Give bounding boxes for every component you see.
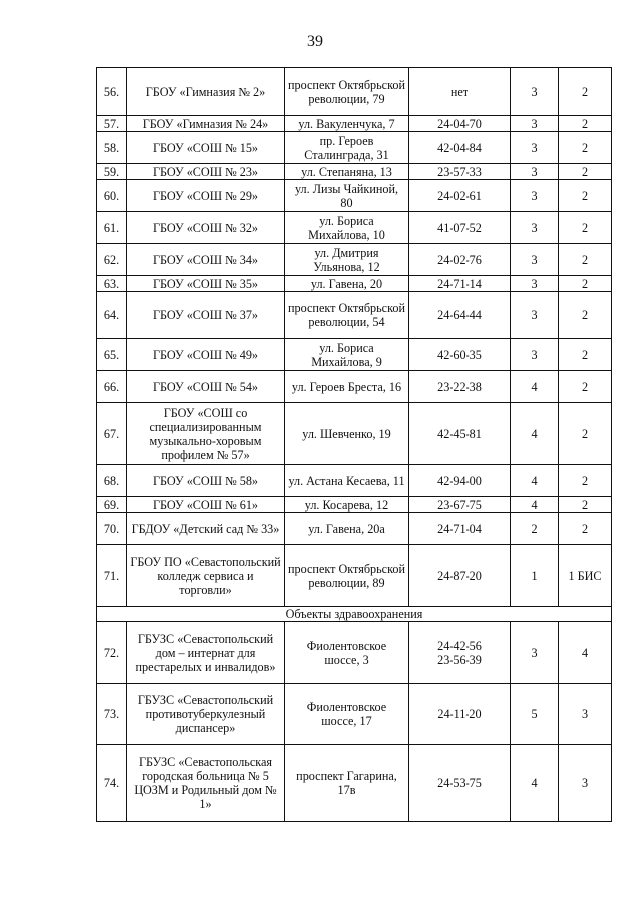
table-row — [97, 684, 612, 745]
category-cell: 3 — [559, 684, 612, 745]
row-number: 63. — [97, 276, 127, 292]
organization-name: ГБУЗС «Севастопольская городская больница № 5 ЦОЗМ и Родильный дом № 1» — [127, 745, 285, 822]
address-cell: ул. Бориса Михайлова, 9 — [285, 339, 409, 371]
organization-name: ГБОУ «СОШ № 34» — [127, 244, 285, 276]
table-row — [97, 292, 612, 339]
table-row — [97, 276, 612, 292]
table-row — [97, 116, 612, 132]
category-cell: 2 — [559, 212, 612, 244]
row-number: 70. — [97, 513, 127, 545]
row-number: 71. — [97, 545, 127, 607]
organization-name: ГБОУ «СОШ № 58» — [127, 465, 285, 497]
table-row — [97, 68, 612, 116]
address-cell: проспект Октябрьской революции, 54 — [285, 292, 409, 339]
phone-cell: 24-02-61 — [409, 180, 511, 212]
value-cell: 4 — [511, 465, 559, 497]
phone-cell: 24-64-44 — [409, 292, 511, 339]
category-cell: 2 — [559, 132, 612, 164]
category-cell: 2 — [559, 244, 612, 276]
category-cell: 2 — [559, 371, 612, 403]
organization-name: ГБОУ «СОШ № 61» — [127, 497, 285, 513]
category-cell: 2 — [559, 164, 612, 180]
table-row — [97, 339, 612, 371]
organization-name: ГБОУ «СОШ № 54» — [127, 371, 285, 403]
organization-name: ГБОУ «СОШ со специализированным музыкально-хоровым профилем № 57» — [127, 403, 285, 465]
address-cell: пр. Героев Сталинграда, 31 — [285, 132, 409, 164]
register-table — [96, 67, 612, 822]
value-cell: 3 — [511, 132, 559, 164]
row-number: 57. — [97, 116, 127, 132]
section-heading: Объекты здравоохранения — [97, 607, 612, 622]
organization-name: ГБОУ «СОШ № 32» — [127, 212, 285, 244]
phone-cell: 24-71-14 — [409, 276, 511, 292]
address-cell: ул. Степаняна, 13 — [285, 164, 409, 180]
address-cell: ул. Астана Кесаева, 11 — [285, 465, 409, 497]
phone-cell: 24-87-20 — [409, 545, 511, 607]
value-cell: 4 — [511, 403, 559, 465]
table-row — [97, 465, 612, 497]
category-cell: 4 — [559, 622, 612, 684]
value-cell: 2 — [511, 513, 559, 545]
row-number: 60. — [97, 180, 127, 212]
phone-cell: 23-57-33 — [409, 164, 511, 180]
category-cell: 2 — [559, 339, 612, 371]
phone-cell: 24-42-56 23-56-39 — [409, 622, 511, 684]
category-cell: 2 — [559, 465, 612, 497]
organization-name: ГБДОУ «Детский сад № 33» — [127, 513, 285, 545]
category-cell: 2 — [559, 180, 612, 212]
row-number: 56. — [97, 68, 127, 116]
category-cell: 2 — [559, 292, 612, 339]
phone-cell: нет — [409, 68, 511, 116]
value-cell: 3 — [511, 212, 559, 244]
row-number: 64. — [97, 292, 127, 339]
table-row — [97, 132, 612, 164]
table-row — [97, 745, 612, 822]
organization-name: ГБОУ ПО «Севастопольский колледж сервиса и торговли» — [127, 545, 285, 607]
phone-cell: 42-04-84 — [409, 132, 511, 164]
row-number: 72. — [97, 622, 127, 684]
value-cell: 5 — [511, 684, 559, 745]
table-row — [97, 513, 612, 545]
organization-name: ГБУЗС «Севастопольский дом – интернат для престарелых и инвалидов» — [127, 622, 285, 684]
phone-cell: 42-45-81 — [409, 403, 511, 465]
table-row — [97, 164, 612, 180]
table-row — [97, 180, 612, 212]
phone-cell: 42-94-00 — [409, 465, 511, 497]
phone-cell: 23-67-75 — [409, 497, 511, 513]
address-cell: ул. Бориса Михайлова, 10 — [285, 212, 409, 244]
category-cell: 1 БИС — [559, 545, 612, 607]
row-number: 68. — [97, 465, 127, 497]
row-number: 61. — [97, 212, 127, 244]
organization-name: ГБОУ «СОШ № 29» — [127, 180, 285, 212]
address-cell: проспект Октябрьской революции, 79 — [285, 68, 409, 116]
category-cell: 2 — [559, 403, 612, 465]
table-row — [97, 371, 612, 403]
category-cell: 2 — [559, 68, 612, 116]
address-cell: ул. Шевченко, 19 — [285, 403, 409, 465]
organization-name: ГБОУ «Гимназия № 2» — [127, 68, 285, 116]
value-cell: 3 — [511, 180, 559, 212]
value-cell: 1 — [511, 545, 559, 607]
table-row — [97, 545, 612, 607]
value-cell: 3 — [511, 244, 559, 276]
phone-cell: 24-11-20 — [409, 684, 511, 745]
page-number: 39 — [307, 33, 323, 50]
table-row — [97, 403, 612, 465]
category-cell: 2 — [559, 276, 612, 292]
address-cell: ул. Гавена, 20 — [285, 276, 409, 292]
table-row — [97, 244, 612, 276]
value-cell: 3 — [511, 339, 559, 371]
row-number: 74. — [97, 745, 127, 822]
table-row — [97, 622, 612, 684]
row-number: 66. — [97, 371, 127, 403]
phone-cell: 24-04-70 — [409, 116, 511, 132]
row-number: 65. — [97, 339, 127, 371]
organization-name: ГБУЗС «Севастопольский противотуберкулезный диспансер» — [127, 684, 285, 745]
row-number: 67. — [97, 403, 127, 465]
organization-name: ГБОУ «СОШ № 49» — [127, 339, 285, 371]
address-cell: ул. Героев Бреста, 16 — [285, 371, 409, 403]
row-number: 58. — [97, 132, 127, 164]
organization-name: ГБОУ «СОШ № 15» — [127, 132, 285, 164]
value-cell: 3 — [511, 622, 559, 684]
organization-name: ГБОУ «СОШ № 37» — [127, 292, 285, 339]
value-cell: 3 — [511, 292, 559, 339]
address-cell: проспект Гагарина, 17в — [285, 745, 409, 822]
value-cell: 3 — [511, 68, 559, 116]
section-row — [97, 607, 612, 622]
phone-cell: 24-71-04 — [409, 513, 511, 545]
row-number: 59. — [97, 164, 127, 180]
category-cell: 2 — [559, 513, 612, 545]
table-row — [97, 212, 612, 244]
address-cell: проспект Октябрьской революции, 89 — [285, 545, 409, 607]
category-cell: 2 — [559, 116, 612, 132]
phone-cell: 24-02-76 — [409, 244, 511, 276]
value-cell: 3 — [511, 164, 559, 180]
address-cell: Фиолентовское шоссе, 17 — [285, 684, 409, 745]
value-cell: 4 — [511, 745, 559, 822]
category-cell: 3 — [559, 745, 612, 822]
row-number: 73. — [97, 684, 127, 745]
address-cell: ул. Гавена, 20а — [285, 513, 409, 545]
address-cell: ул. Вакуленчука, 7 — [285, 116, 409, 132]
organization-name: ГБОУ «СОШ № 35» — [127, 276, 285, 292]
phone-cell: 42-60-35 — [409, 339, 511, 371]
value-cell: 3 — [511, 276, 559, 292]
address-cell: Фиолентовское шоссе, 3 — [285, 622, 409, 684]
phone-cell: 23-22-38 — [409, 371, 511, 403]
organization-name: ГБОУ «СОШ № 23» — [127, 164, 285, 180]
row-number: 69. — [97, 497, 127, 513]
value-cell: 3 — [511, 116, 559, 132]
address-cell: ул. Лизы Чайкиной, 80 — [285, 180, 409, 212]
table-row — [97, 497, 612, 513]
row-number: 62. — [97, 244, 127, 276]
value-cell: 4 — [511, 497, 559, 513]
category-cell: 2 — [559, 497, 612, 513]
value-cell: 4 — [511, 371, 559, 403]
phone-cell: 41-07-52 — [409, 212, 511, 244]
address-cell: ул. Косарева, 12 — [285, 497, 409, 513]
phone-cell: 24-53-75 — [409, 745, 511, 822]
address-cell: ул. Дмитрия Ульянова, 12 — [285, 244, 409, 276]
organization-name: ГБОУ «Гимназия № 24» — [127, 116, 285, 132]
